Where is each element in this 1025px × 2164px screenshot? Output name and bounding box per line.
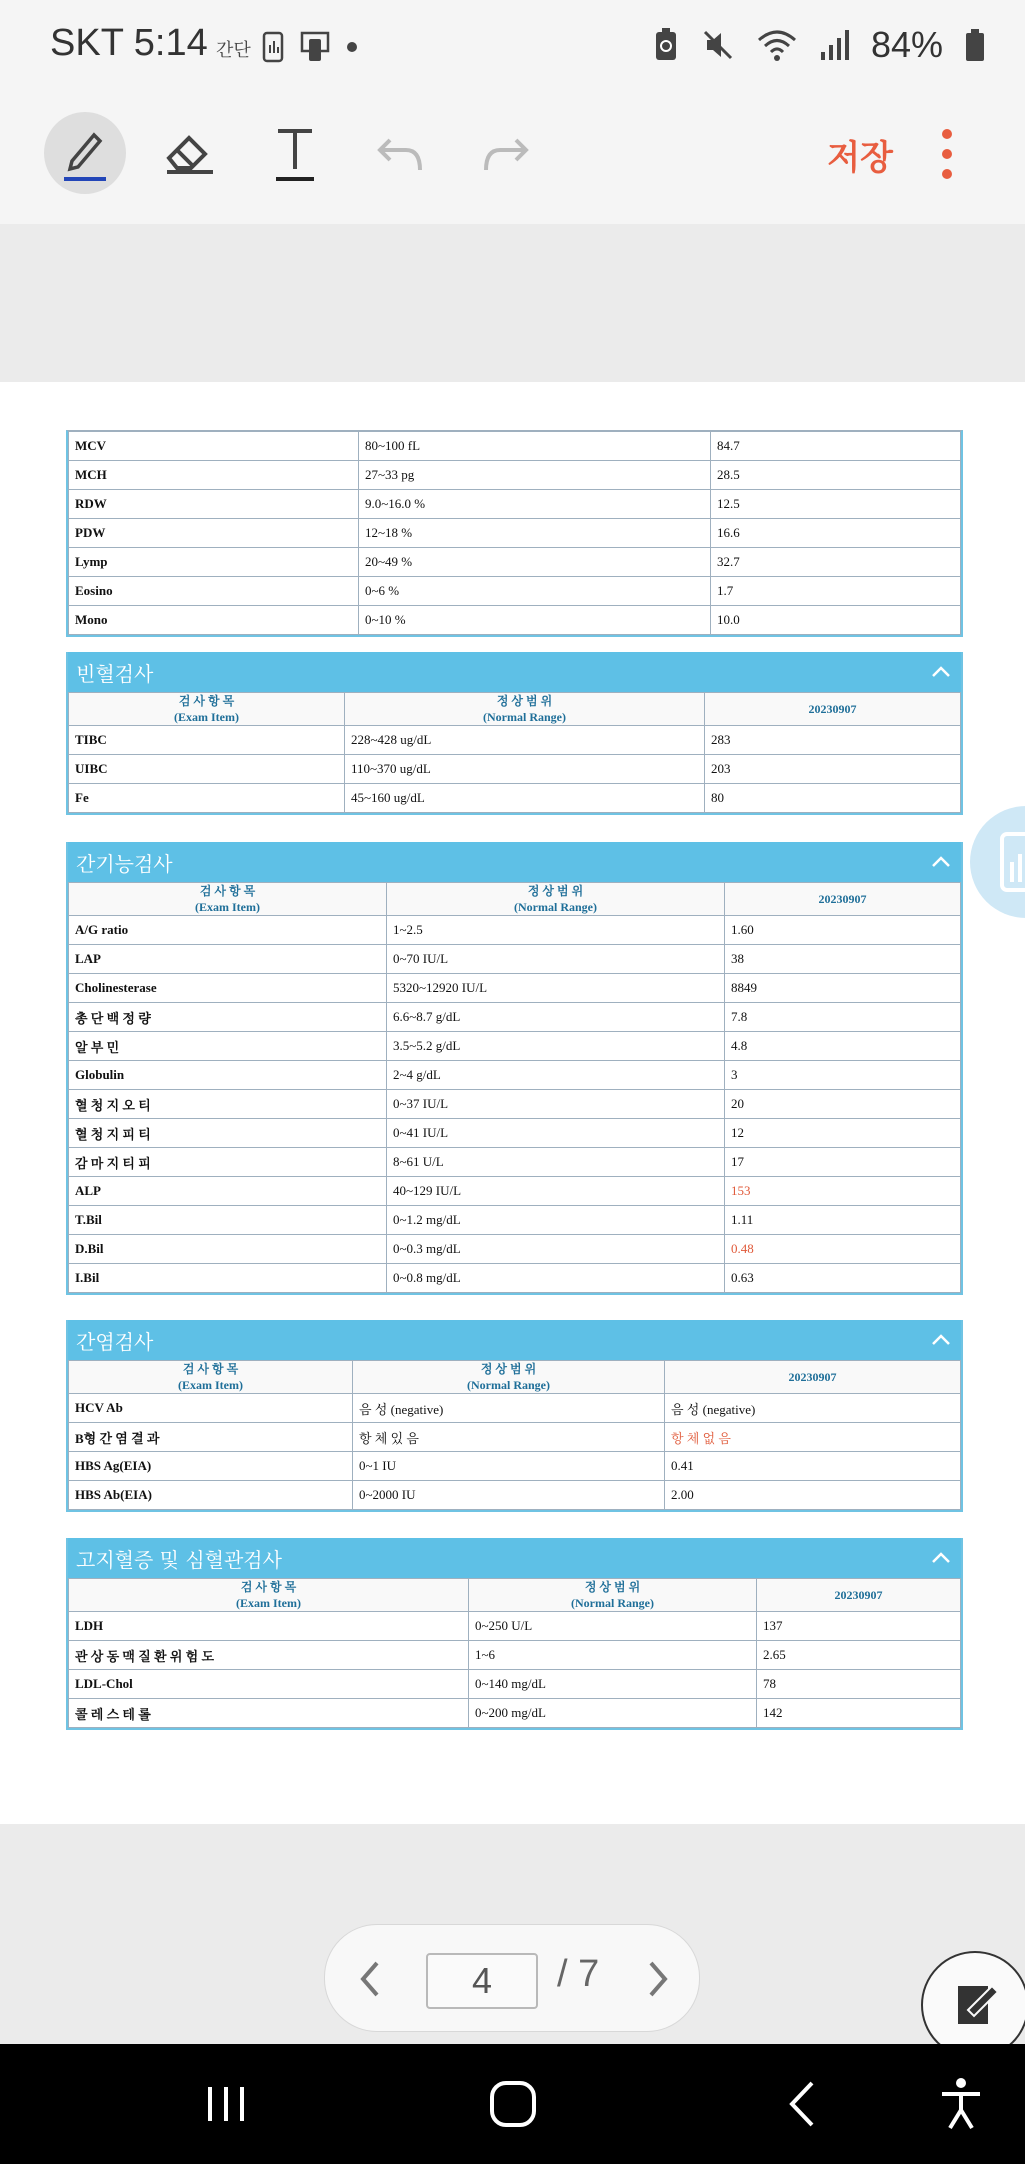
table-row [69,1699,961,1728]
table-row [69,726,961,755]
normal-range-cell: 8~61 U/L [387,1148,725,1177]
anemia-table [68,692,961,813]
eraser-icon [161,128,217,178]
cbc-tbody [69,432,961,635]
lipid-tbody [69,1612,961,1728]
normal-range-cell: 0~2000 IU [353,1481,665,1510]
exam-item-cell: PDW [69,519,359,548]
table-row [69,461,961,490]
status-bar [0,0,1025,82]
normal-range-cell: 9.0~16.0 % [359,490,711,519]
exam-item-cell: 알 부 민 [69,1032,387,1061]
section-header[interactable] [68,1538,961,1578]
normal-range-cell: 6.6~8.7 g/dL [387,1003,725,1032]
section-title: 간기능검사 [76,851,173,876]
exam-item-cell: 감 마 지 티 피 [69,1148,387,1177]
pen-tool-button[interactable] [44,112,126,194]
hepatitis-tbody [69,1394,961,1510]
normal-range-cell: 0~70 IU/L [387,945,725,974]
chevron-up-icon[interactable] [927,1544,955,1572]
date-header: 20230907 [725,883,961,916]
hepatitis-section [66,1320,963,1512]
exam-item-header: 검 사 항 목 (Exam Item) [69,1579,469,1612]
next-page-icon[interactable] [643,1959,673,1999]
section-title: 빈혈검사 [76,661,154,686]
table-row [69,1235,961,1264]
exam-item-cell: MCH [69,461,359,490]
undo-icon [376,130,426,176]
result-cell: 142 [757,1699,961,1728]
device-sync-icon [298,30,332,64]
table-row [69,1423,961,1452]
header-row [69,1361,961,1394]
exam-item-cell: RDW [69,490,359,519]
chart-panel-icon [1000,832,1025,892]
exam-item-cell: Fe [69,784,345,813]
header-row [69,693,961,726]
normal-range-cell: 2~4 g/dL [387,1061,725,1090]
table-row [69,1481,961,1510]
exam-item-cell: LDL-Chol [69,1670,469,1699]
result-cell: 17 [725,1148,961,1177]
result-cell: 80 [705,784,961,813]
exam-item-cell: LDH [69,1612,469,1641]
date-header: 20230907 [665,1361,961,1394]
result-cell: 203 [705,755,961,784]
result-cell: 0.63 [725,1264,961,1293]
more-options-icon[interactable] [941,126,953,182]
status-extra-label: 간단 [216,40,251,61]
page-number-input[interactable]: 4 [426,1953,538,2009]
normal-range-cell: 1~2.5 [387,916,725,945]
normal-range-cell: 0~140 mg/dL [469,1670,757,1699]
exam-item-cell: 혈 청 지 피 티 [69,1119,387,1148]
result-cell: 2.65 [757,1641,961,1670]
normal-range-cell: 0~1 IU [353,1452,665,1481]
table-row [69,519,961,548]
battery-percent: 84% [870,24,943,65]
lipid-table [68,1578,961,1728]
save-button[interactable]: 저장 [827,138,893,178]
pen-icon [60,123,110,183]
result-cell: 항 체 없 음 [665,1423,961,1452]
recent-apps-icon[interactable] [202,2079,252,2129]
normal-range-cell: 228~428 ug/dL [345,726,705,755]
document-top-margin [0,224,1025,382]
exam-item-cell: 콜 레 스 테 롤 [69,1699,469,1728]
result-cell: 28.5 [711,461,961,490]
exam-item-cell: Lymp [69,548,359,577]
table-row [69,1452,961,1481]
normal-range-cell: 0~6 % [359,577,711,606]
table-row [69,1032,961,1061]
normal-range-cell: 0~0.3 mg/dL [387,1235,725,1264]
result-cell: 1.60 [725,916,961,945]
result-cell: 84.7 [711,432,961,461]
date-header: 20230907 [705,693,961,726]
redo-icon [480,130,530,176]
lipid-section [66,1538,963,1730]
normal-range-cell: 110~370 ug/dL [345,755,705,784]
exam-item-cell: T.Bil [69,1206,387,1235]
normal-range-cell: 12~18 % [359,519,711,548]
exam-item-cell: UIBC [69,755,345,784]
result-cell: 0.41 [665,1452,961,1481]
notification-dot-icon [346,41,358,53]
result-cell: 7.8 [725,1003,961,1032]
home-icon[interactable] [488,2079,538,2129]
normal-range-header: 정 상 범 위 (Normal Range) [469,1579,757,1612]
edit-toolbar [0,82,1025,224]
system-nav-bar [0,2044,1025,2164]
exam-item-cell: ALP [69,1177,387,1206]
text-tool-button[interactable] [254,112,336,194]
normal-range-header: 정 상 범 위 (Normal Range) [353,1361,665,1394]
exam-item-cell: A/G ratio [69,916,387,945]
normal-range-cell: 항 체 있 음 [353,1423,665,1452]
exam-item-cell: Mono [69,606,359,635]
normal-range-cell: 0~41 IU/L [387,1119,725,1148]
battery-saver-icon [653,27,679,63]
normal-range-cell: 27~33 pg [359,461,711,490]
liver-table [68,882,961,1293]
table-row [69,606,961,635]
result-cell: 283 [705,726,961,755]
anemia-section [66,652,963,815]
result-cell: 153 [725,1177,961,1206]
result-cell: 4.8 [725,1032,961,1061]
exam-item-cell: D.Bil [69,1235,387,1264]
normal-range-header: 정 상 범 위 (Normal Range) [345,693,705,726]
result-cell: 1.7 [711,577,961,606]
normal-range-cell: 40~129 IU/L [387,1177,725,1206]
normal-range-cell: 1~6 [469,1641,757,1670]
undo-button[interactable] [360,112,442,194]
cbc-table [68,431,961,635]
table-row [69,1612,961,1641]
exam-item-cell: 총 단 백 정 량 [69,1003,387,1032]
header-row [69,1579,961,1612]
normal-range-cell: 80~100 fL [359,432,711,461]
exam-item-cell: Globulin [69,1061,387,1090]
result-cell: 0.48 [725,1235,961,1264]
page-total: / 7 [557,1953,600,1995]
result-cell: 12 [725,1119,961,1148]
text-icon [270,123,320,183]
exam-item-cell: HBS Ab(EIA) [69,1481,353,1510]
section-title: 고지혈증 및 심혈관검사 [76,1547,282,1572]
document-page [0,382,1025,1824]
previous-page-icon[interactable] [355,1959,385,1999]
result-cell: 12.5 [711,490,961,519]
tablet-chart-icon [262,31,284,63]
normal-range-cell: 3.5~5.2 g/dL [387,1032,725,1061]
table-row [69,490,961,519]
section-header[interactable] [68,652,961,692]
table-row [69,916,961,945]
table-row [69,1206,961,1235]
exam-item-cell: HCV Ab [69,1394,353,1423]
exam-item-cell: HBS Ag(EIA) [69,1452,353,1481]
normal-range-cell: 음 성 (negative) [353,1394,665,1423]
exam-item-cell: 관 상 동 맥 질 환 위 험 도 [69,1641,469,1670]
result-cell: 16.6 [711,519,961,548]
table-row [69,1119,961,1148]
eraser-tool-button[interactable] [148,112,230,194]
exam-item-cell: B형 간 염 결 과 [69,1423,353,1452]
exam-item-cell: 혈 청 지 오 티 [69,1090,387,1119]
table-row [69,945,961,974]
result-cell: 10.0 [711,606,961,635]
table-row [69,1177,961,1206]
result-cell: 3 [725,1061,961,1090]
normal-range-cell: 0~37 IU/L [387,1090,725,1119]
section-title: 간염검사 [76,1329,154,1354]
table-row [69,577,961,606]
back-icon[interactable] [782,2079,822,2129]
date-header: 20230907 [757,1579,961,1612]
table-row [69,1061,961,1090]
table-row [69,1641,961,1670]
header-row [69,883,961,916]
table-row [69,1264,961,1293]
result-cell: 137 [757,1612,961,1641]
normal-range-header: 정 상 범 위 (Normal Range) [387,883,725,916]
anemia-tbody [69,726,961,813]
result-cell: 38 [725,945,961,974]
result-cell: 8849 [725,974,961,1003]
table-row [69,1003,961,1032]
chevron-up-icon[interactable] [927,848,955,876]
exam-item-header: 검 사 항 목 (Exam Item) [69,693,345,726]
exam-item-cell: MCV [69,432,359,461]
table-row [69,432,961,461]
normal-range-cell: 0~200 mg/dL [469,1699,757,1728]
result-cell: 78 [757,1670,961,1699]
signal-icon [819,28,849,62]
status-time: SKT 5:14 [50,22,208,64]
normal-range-cell: 45~160 ug/dL [345,784,705,813]
table-row [69,974,961,1003]
normal-range-cell: 0~1.2 mg/dL [387,1206,725,1235]
result-cell: 20 [725,1090,961,1119]
section-header[interactable] [68,842,961,882]
exam-item-cell: Cholinesterase [69,974,387,1003]
chevron-up-icon[interactable] [927,1326,955,1354]
result-cell: 2.00 [665,1481,961,1510]
table-row [69,755,961,784]
accessibility-icon[interactable] [936,2076,986,2132]
mute-icon [701,28,735,62]
wifi-icon [757,28,797,62]
normal-range-cell: 0~250 U/L [469,1612,757,1641]
exam-item-header: 검 사 항 목 (Exam Item) [69,1361,353,1394]
exam-item-cell: TIBC [69,726,345,755]
liver-section [66,842,963,1295]
table-row [69,1670,961,1699]
normal-range-cell: 20~49 % [359,548,711,577]
redo-button[interactable] [464,112,546,194]
result-cell: 32.7 [711,548,961,577]
exam-item-cell: LAP [69,945,387,974]
table-row [69,784,961,813]
chevron-up-icon[interactable] [927,658,955,686]
liver-tbody [69,916,961,1293]
table-row [69,1394,961,1423]
exam-item-cell: I.Bil [69,1264,387,1293]
normal-range-cell: 0~0.8 mg/dL [387,1264,725,1293]
section-header[interactable] [68,1320,961,1360]
result-cell: 1.11 [725,1206,961,1235]
exam-item-header: 검 사 항 목 (Exam Item) [69,883,387,916]
table-row [69,1148,961,1177]
cbc-section [66,430,963,637]
page-navigator [324,1924,700,2032]
table-row [69,1090,961,1119]
result-cell: 음 성 (negative) [665,1394,961,1423]
hepatitis-table [68,1360,961,1510]
exam-item-cell: Eosino [69,577,359,606]
normal-range-cell: 5320~12920 IU/L [387,974,725,1003]
battery-icon [965,28,985,62]
normal-range-cell: 0~10 % [359,606,711,635]
table-row [69,548,961,577]
